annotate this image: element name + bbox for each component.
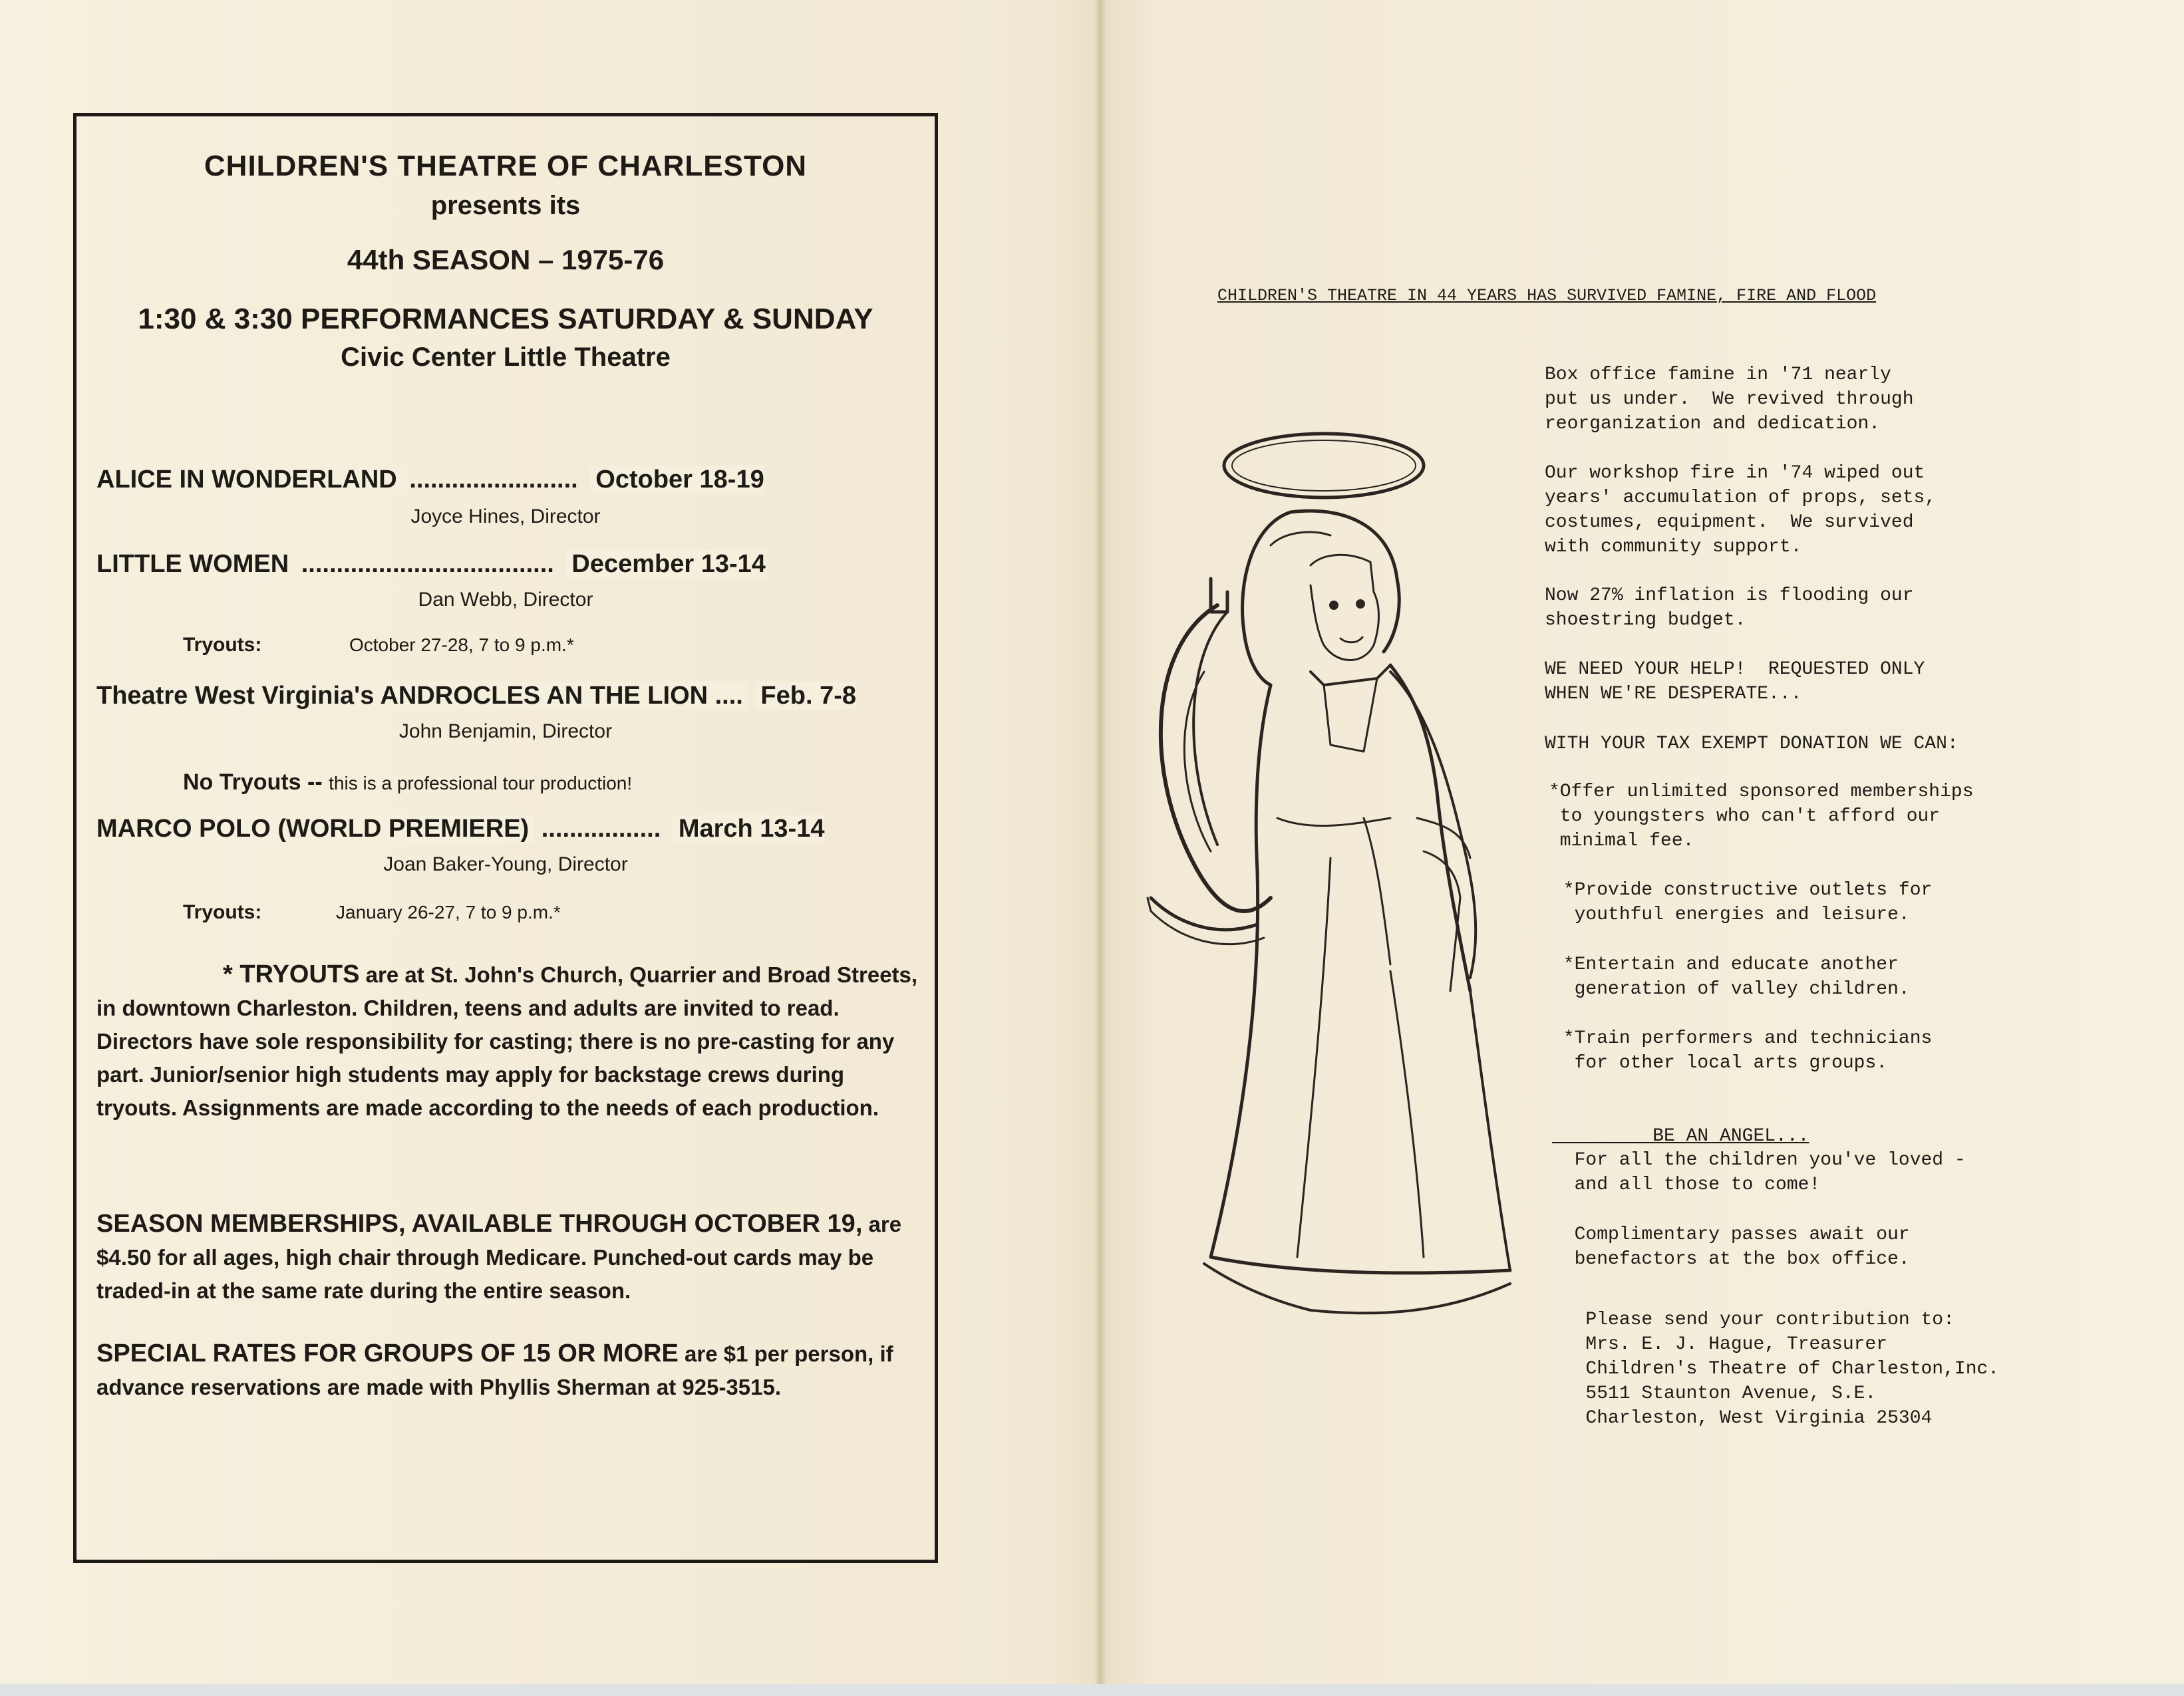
appeal-headline: CHILDREN'S THEATRE IN 44 YEARS HAS SURVIVED FAMINE, FIRE AND FLOOD [1217, 286, 1877, 305]
show-date: December 13-14 [566, 550, 766, 578]
show-director: Dan Webb, Director [418, 589, 593, 611]
group-rates-paragraph [96, 1337, 918, 1404]
benefit-memberships: *Offer unlimited sponsored memberships to youngsters who can't afford our minimal fee. [1549, 781, 1974, 851]
tryouts-dates: January 26-27, 7 to 9 p.m.* [336, 902, 561, 922]
tryout-info-text: are at St. John's Church, Quarrier and Broad Streets, in downtown Charleston. Children, teens and adults are invited to read. Directors have sole responsibility for casting; there is no pre-casting for any part. Junior/senior high students may apply for backstage crews during tryouts. Assignments are made according to the needs of each production. [96, 962, 918, 1120]
scan-edge [0, 1684, 2184, 1696]
no-tryouts-note [183, 770, 632, 795]
show-row [96, 466, 918, 494]
angel-appeal: For all the children you've loved - and all those to come! [1574, 1150, 1966, 1195]
show-row [96, 815, 918, 843]
show-director: John Benjamin, Director [398, 720, 613, 742]
inflation-paragraph: Now 27% inflation is flooding our shoestring budget. [1545, 585, 1914, 631]
show-title: MARCO POLO (WORLD PREMIERE) [96, 815, 534, 843]
tryout-info-lead: * TRYOUTS [223, 960, 360, 988]
donation-heading: WITH YOUR TAX EXEMPT DONATION WE CAN: [1545, 734, 1958, 754]
benefit-performers: *Train performers and technicians for other local arts groups. [1563, 1028, 1933, 1073]
show-leader: ................. [541, 815, 661, 843]
org-title: CHILDREN'S THEATRE OF CHARLESTON [204, 150, 808, 182]
season-schedule-panel [73, 113, 938, 1563]
benefit-outlets: *Provide constructive outlets for youthful energies and leisure. [1563, 880, 1933, 925]
benefit-education: *Entertain and educate another generation of valley children. [1563, 954, 1910, 1000]
tryouts-dates: October 27-28, 7 to 9 p.m.* [349, 635, 574, 655]
passes-note: Complimentary passes await our benefactors at the box office. [1574, 1224, 1910, 1270]
memberships-lead: SEASON MEMBERSHIPS, AVAILABLE THROUGH OCTOBER 19, [96, 1210, 863, 1238]
presents-line: presents its [430, 191, 581, 220]
memberships-text: are $4.50 for all ages, high chair through Medicare. Punched-out cards may be traded-in at the same rate during the entire season. [96, 1212, 902, 1303]
tryouts-label: Tryouts: [183, 901, 262, 923]
show-date: October 18-19 [590, 466, 764, 494]
need-help-paragraph: WE NEED YOUR HELP! REQUESTED ONLY WHEN WE'RE DESPERATE... [1545, 659, 1925, 704]
performances-line: 1:30 & 3:30 PERFORMANCES SATURDAY & SUNDAY [138, 303, 873, 335]
tryouts-label: Tryouts: [183, 634, 262, 656]
show-leader: .................................... [301, 550, 554, 578]
show-date: March 13-14 [673, 815, 825, 843]
fire-paragraph: Our workshop fire in '74 wiped out years' accumulation of props, sets, costumes, equipment. We survived with community support. [1545, 463, 1937, 557]
show-title: ALICE IN WONDERLAND [96, 466, 402, 494]
venue-line: Civic Center Little Theatre [341, 343, 671, 372]
famine-paragraph: Box office famine in '71 nearly put us under. We revived through reorganization and dedication. [1545, 364, 1914, 434]
show-date: Feb. 7-8 [755, 682, 856, 710]
tryouts-line [183, 901, 561, 924]
season-line: 44th SEASON – 1975-76 [347, 244, 665, 275]
show-title: Theatre West Virginia's ANDROCLES AN THE LION .... [96, 682, 748, 710]
contribution-address: Please send your contribution to: Mrs. E. J. Hague, Treasurer Children's Theatre of Charleston,Inc. 5511 Staunton Avenue, S.E. Charleston, West Virginia 25304 [1585, 1310, 2000, 1429]
no-tryouts-lead: No Tryouts -- [183, 770, 323, 795]
tryouts-line [183, 634, 574, 656]
be-an-angel-heading: BE AN ANGEL... [1552, 1126, 1809, 1147]
memberships-paragraph [96, 1207, 918, 1308]
center-fold [1094, 0, 1106, 1696]
group-rates-lead: SPECIAL RATES FOR GROUPS OF 15 OR MORE [96, 1340, 679, 1367]
show-row [96, 550, 918, 579]
show-title: LITTLE WOMEN [96, 550, 294, 578]
no-tryouts-rest: this is a professional tour production! [329, 773, 633, 793]
show-director: Joan Baker-Young, Director [383, 853, 628, 875]
show-leader: ........................ [409, 466, 578, 494]
tryout-info-paragraph [96, 958, 918, 1125]
angel-illustration [1111, 392, 1537, 1390]
show-director: Joyce Hines, Director [410, 505, 601, 527]
group-rates-text: are $1 per person, if advance reservations are made with Phyllis Sherman at 925-3515. [96, 1342, 893, 1399]
show-row [96, 682, 918, 710]
